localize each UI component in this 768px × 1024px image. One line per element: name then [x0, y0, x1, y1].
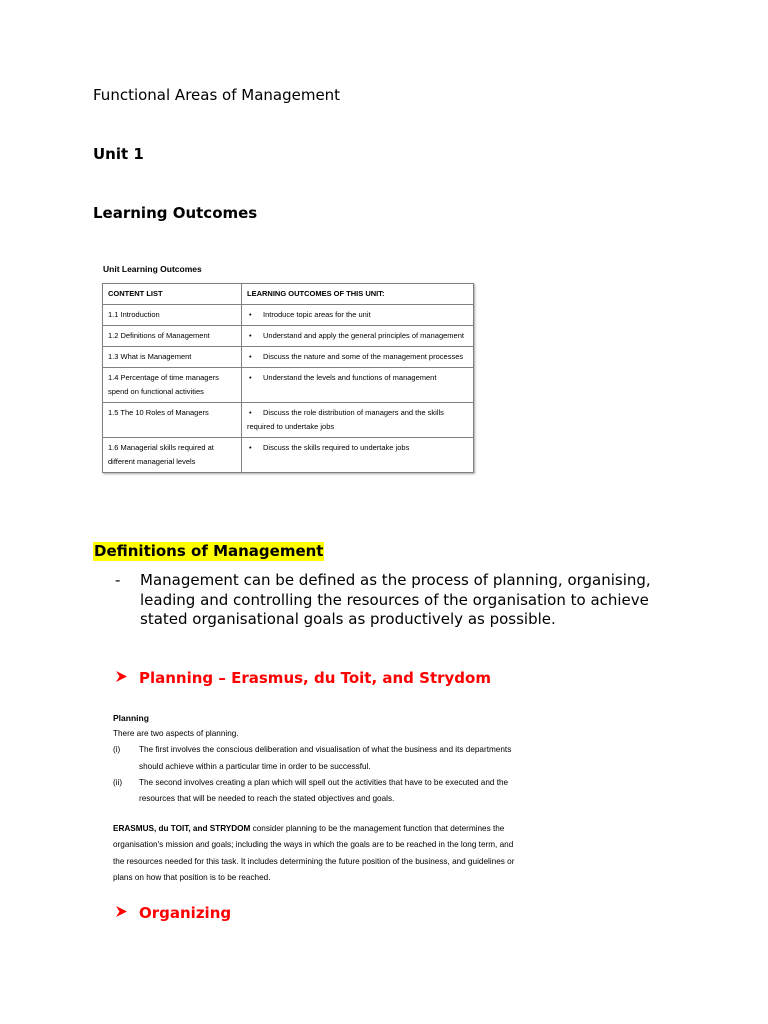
table-cell-outcome: [242, 403, 474, 438]
unit-heading: Unit 1: [93, 145, 144, 163]
item-text: The second involves creating a plan which will spell out the activities that have to be executed and the resources that will be needed to reach the stated objectives and goals.: [139, 777, 509, 804]
outcome-text: Understand and apply the general principles of management: [263, 331, 464, 340]
planning-excerpt: [113, 710, 523, 886]
planning-title: Planning: [113, 713, 149, 723]
planning-heading-row: [115, 669, 491, 687]
table-row: [103, 347, 474, 368]
outcome-text: Discuss the role distribution of managers and the skills required to undertake jobs: [247, 408, 444, 431]
learning-outcomes-table: [102, 283, 474, 473]
document-title: Functional Areas of Management: [93, 86, 341, 104]
item-number: (ii): [113, 777, 123, 787]
item-number: (i): [113, 745, 121, 755]
header-content-list: CONTENT LIST: [103, 284, 242, 305]
definition-list-item: [115, 571, 675, 630]
arrow-bullet-icon: [115, 669, 139, 687]
planning-heading: Planning – Erasmus, du Toit, and Strydom: [139, 669, 491, 687]
outcome-text: Understand the levels and functions of management: [263, 373, 437, 382]
table-row: [103, 368, 474, 403]
table-cell-content: 1.4 Percentage of time managers spend on functional activities: [103, 368, 242, 403]
header-learning-outcomes: LEARNING OUTCOMES OF THIS UNIT:: [242, 284, 474, 305]
bullet-icon: •: [249, 352, 252, 361]
table-cell-content: 1.2 Definitions of Management: [103, 326, 242, 347]
bullet-icon: •: [249, 373, 252, 382]
item-text: The first involves the conscious deliberation and visualisation of what the business and its departments should achieve within a particular time in order to be successful.: [139, 745, 512, 771]
table-cell-content: 1.6 Managerial skills required at different managerial levels: [103, 438, 242, 473]
table-row: [103, 305, 474, 326]
paragraph-text: consider planning to be the management function that determines the organisation's mission and goals; including the ways in which the goals are to be reached in the long term, and the resources needed for this task. It includes determining the future position of the business, and guidelines or plans on how that position is to be reached.: [113, 824, 515, 882]
table-row: [103, 326, 474, 347]
table-cell-content: 1.3 What is Management: [103, 347, 242, 368]
organizing-heading-row: [115, 904, 231, 922]
table-caption: Unit Learning Outcomes: [103, 264, 202, 274]
table-row: [103, 403, 474, 438]
learning-outcomes-heading: Learning Outcomes: [93, 204, 258, 222]
planning-intro: There are two aspects of planning.: [113, 729, 239, 739]
list-item: [113, 742, 523, 774]
organizing-heading: Organizing: [139, 904, 232, 922]
table-cell-outcome: [242, 347, 474, 368]
list-item: [113, 775, 523, 807]
definitions-heading: Definitions of Management: [94, 542, 324, 560]
table-row: [103, 438, 474, 473]
arrow-bullet-icon: [115, 904, 139, 922]
outcome-text: Discuss the nature and some of the management processes: [263, 352, 464, 361]
bullet-icon: •: [249, 331, 252, 340]
authors-bold: ERASMUS, du TOIT, and STRYDOM: [113, 824, 251, 834]
table-header-row: [103, 284, 474, 305]
table-cell-outcome: [242, 438, 474, 473]
bullet-icon: •: [249, 310, 252, 319]
table-cell-outcome: [242, 368, 474, 403]
table-cell-content: 1.5 The 10 Roles of Managers: [103, 403, 242, 438]
outcome-text: Discuss the skills required to undertake jobs: [263, 443, 410, 452]
planning-paragraph: [113, 821, 523, 886]
bullet-icon: •: [249, 408, 252, 417]
bullet-icon: •: [249, 443, 252, 452]
table-cell-content: 1.1 Introduction: [103, 305, 242, 326]
definition-text: Management can be defined as the process of planning, organising, leading and controlling the resources of the organisation to achieve stated organisational goals as productively as possible.: [140, 571, 651, 628]
table-cell-outcome: [242, 326, 474, 347]
outcome-text: Introduce topic areas for the unit: [263, 310, 371, 319]
dash-bullet: -: [115, 571, 121, 589]
table-cell-outcome: [242, 305, 474, 326]
